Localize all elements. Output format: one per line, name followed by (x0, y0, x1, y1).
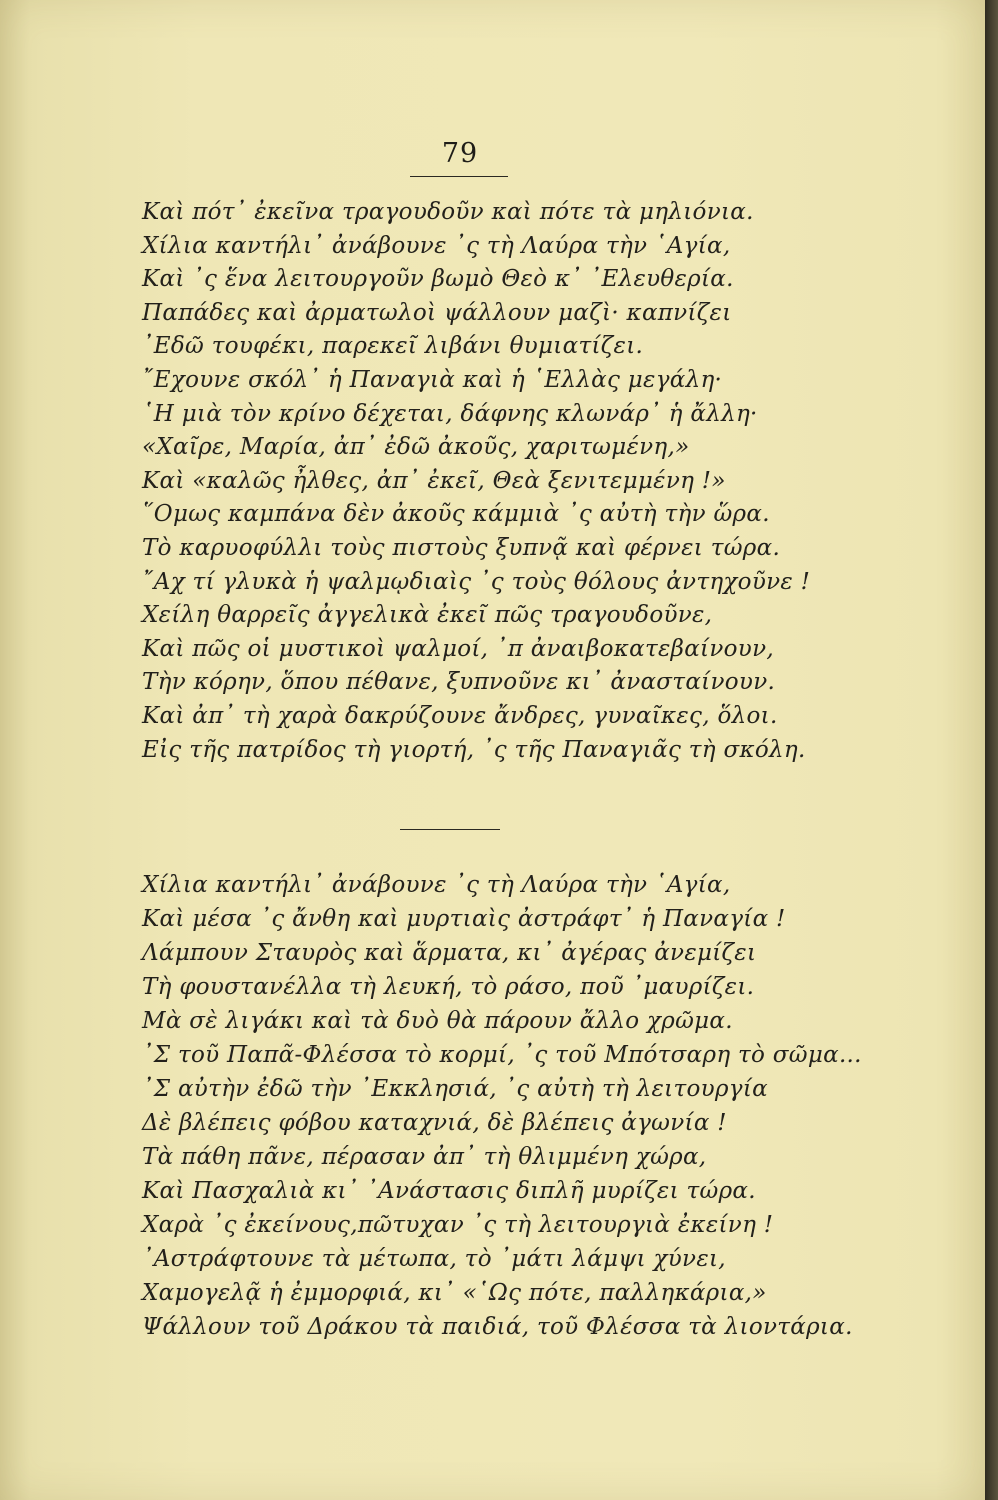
verse-line: Δὲ βλέπεις φόβου καταχνιά, δὲ βλέπεις ἀγωνία ! (142, 1110, 727, 1136)
verse-line: ῾Η μιὰ τὸν κρίνο δέχεται, δάφνης κλωνάρ᾽ ἡ ἄλλη· (142, 400, 758, 427)
verse-line: Παπάδες καὶ ἀρματωλοὶ ψάλλουν μαζὶ· καπνίζει (142, 299, 732, 326)
verse-line: Χίλια καντήλι᾽ ἀνάβουνε ᾽ς τὴ Λαύρα τὴν ῾Αγία, (142, 872, 731, 898)
stanza-2 (142, 868, 862, 1344)
verse-line: Καὶ «καλῶς ἦλθες, ἀπ᾽ ἐκεῖ, Θεὰ ξενιτεμμένη !» (142, 467, 726, 494)
verse-line: Χίλια καντήλι᾽ ἀνάβουνε ᾽ς τὴ Λαύρα τὴν ῾Αγία, (142, 232, 731, 259)
verse-line: Χείλη θαρρεῖς ἀγγελικὰ ἐκεῖ πῶς τραγουδοῦνε, (142, 602, 713, 629)
verse-line: ῞Ομως καμπάνα δὲν ἀκοῦς κάμμιὰ ᾽ς αὐτὴ τὴν ὥρα. (142, 501, 770, 528)
stanza-1 (142, 196, 842, 767)
verse-line: ᾽Εδῶ τουφέκι, παρεκεῖ λιβάνι θυμιατίζει. (142, 333, 644, 360)
verse-line: Καὶ μέσα ᾽ς ἄνθη καὶ μυρτιαὶς ἀστράφτ᾽ ἡ Παναγία ! (142, 906, 786, 932)
verse-line: «Χαῖρε, Μαρία, ἀπ᾽ ἐδῶ ἀκοῦς, χαριτωμένη,» (142, 434, 690, 461)
verse-line: Χαρὰ ᾽ς ἐκείνους,πῶτυχαν ᾽ς τὴ λειτουργιὰ ἐκείνη ! (142, 1212, 774, 1238)
verse-line: ᾽Σ τοῦ Παπᾶ-Φλέσσα τὸ κορμί, ᾽ς τοῦ Μπότσαρη τὸ σῶμα... (142, 1042, 862, 1068)
verse-line: Καὶ Πασχαλιὰ κι᾽ ᾽Ανάστασις διπλῆ μυρίζει τώρα. (142, 1178, 756, 1204)
verse-line: Τὴν κόρην, ὅπου πέθανε, ξυπνοῦνε κι᾽ ἀνασταίνουν. (142, 669, 776, 696)
verse-line: Καὶ πῶς οἱ μυστικοὶ ψαλμοί, ᾽π ἀναιβοκατεβαίνουν, (142, 635, 774, 662)
page-number-underline (410, 176, 508, 177)
verse-line: Τὴ φουστανέλλα τὴ λευκή, τὸ ράσο, ποῦ ᾽μαυρίζει. (142, 974, 755, 1000)
verse-line: ῎Εχουνε σκόλ᾽ ἡ Παναγιὰ καὶ ἡ ῾Ελλὰς μεγάλη· (142, 366, 723, 393)
verse-line: ᾽Σ αὐτὴν ἐδῶ τὴν ᾽Εκκλησιά, ᾽ς αὐτὴ τὴ λειτουργία (142, 1076, 768, 1102)
verse-line: ῎Αχ τί γλυκὰ ἡ ψαλμῳδιαὶς ᾽ς τοὺς θόλους ἀντηχοῦνε ! (142, 568, 811, 595)
verse-line: Καὶ πότ᾽ ἐκεῖνα τραγουδοῦν καὶ πότε τὰ μηλιόνια. (142, 199, 754, 225)
stanza-divider (400, 829, 500, 830)
verse-line: Τὰ πάθη πᾶνε, πέρασαν ἀπ᾽ τὴ θλιμμένη χώρα, (142, 1144, 707, 1170)
verse-line: Τὸ καρυοφύλλι τοὺς πιστοὺς ξυπνᾷ καὶ φέρνει τώρα. (142, 534, 781, 561)
page-number: 79 (441, 138, 479, 169)
verse-line: Μὰ σὲ λιγάκι καὶ τὰ δυὸ θὰ πάρουν ἄλλο χρῶμα. (142, 1008, 733, 1034)
verse-line: Εἰς τῆς πατρίδος τὴ γιορτή, ᾽ς τῆς Παναγιᾶς τὴ σκόλη. (142, 736, 806, 763)
verse-line: Καὶ ᾽ς ἕνα λειτουργοῦν βωμὸ Θεὸ κ᾽ ᾽Ελευθερία. (142, 266, 734, 293)
verse-line: Ψάλλουν τοῦ Δράκου τὰ παιδιά, τοῦ Φλέσσα τὰ λιοντάρια. (142, 1314, 853, 1340)
verse-line: Λάμπουν Σταυρὸς καὶ ἅρματα, κι᾽ ἀγέρας ἀνεμίζει (142, 940, 757, 966)
verse-line: Χαμογελᾷ ἡ ἐμμορφιά, κι᾽ «῾Ως πότε, παλληκάρια,» (142, 1280, 767, 1306)
verse-line: Καὶ ἀπ᾽ τὴ χαρὰ δακρύζουνε ἄνδρες, γυναῖκες, ὅλοι. (142, 702, 778, 729)
verse-line: ᾽Αστράφτουνε τὰ μέτωπα, τὸ ᾽μάτι λάμψι χύνει, (142, 1246, 726, 1272)
